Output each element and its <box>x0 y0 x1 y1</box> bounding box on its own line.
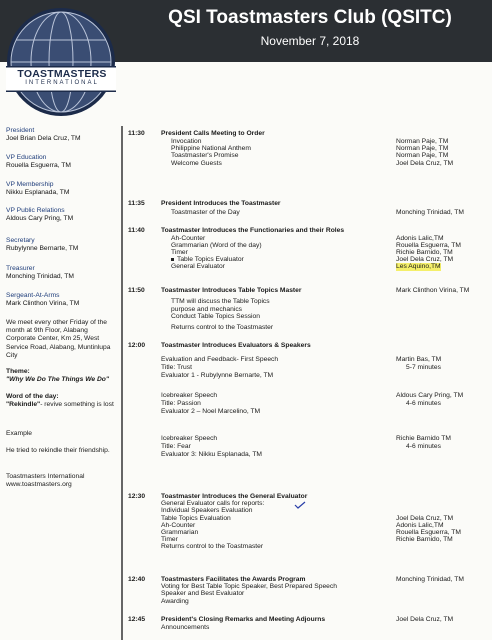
officer-vp-public-relations <box>6 207 118 223</box>
theme-text: "Why We Do The Things We Do" <box>6 376 110 384</box>
agenda-item: Philippine National Anthem <box>171 145 251 152</box>
agenda-role: Richie Barnido, TM <box>396 536 453 543</box>
agenda-item: Timer <box>171 249 188 256</box>
agenda-title: Toastmasters Facilitates the Awards Program <box>161 576 306 583</box>
agenda-item: Title: Trust <box>161 364 192 371</box>
officer-name: Joel Brian Dela Cruz, TM <box>6 135 81 143</box>
example-text: He tried to rekindle their friendship. <box>6 447 110 454</box>
agenda-item: General Evaluator calls for reports: <box>161 500 265 507</box>
agenda-item: General Evaluator <box>171 263 225 270</box>
word-of-day-block <box>6 393 118 409</box>
agenda-block-1150 <box>128 287 488 339</box>
agenda-role: Richie Barnido TM <box>396 435 451 442</box>
agenda-time: 11:35 <box>128 200 145 207</box>
agenda-block-1135 <box>128 200 488 220</box>
agenda-title: Toastmaster Introduces Evaluators & Speakers <box>161 342 311 349</box>
agenda-block-1140 <box>128 227 488 273</box>
agenda-role: Rouella Esguerra, TM <box>396 529 461 536</box>
agenda-item: Timer <box>161 536 178 543</box>
officer-name: Mark Clinthon Virina, TM <box>6 300 80 308</box>
agenda-block-1230 <box>128 493 488 553</box>
word-definition: - revive something is lost <box>40 401 114 409</box>
logo-wordmark: TOASTMASTERS <box>17 68 107 80</box>
org-name: Toastmasters International <box>6 473 85 480</box>
checkmark-icon <box>294 501 306 509</box>
theme-label: Theme: <box>6 368 30 375</box>
officer-vp-membership <box>6 181 118 197</box>
agenda-time: 12:30 <box>128 493 146 500</box>
agenda-block-1240 <box>128 576 488 606</box>
agenda-item: Ah-Counter <box>161 522 196 529</box>
agenda-role: Joel Dela Cruz, TM <box>396 160 454 167</box>
officer-role: President <box>6 127 35 134</box>
agenda-block-1200 <box>128 342 488 494</box>
officer-sergeant-at-arms <box>6 292 118 308</box>
agenda-role: Martin Bas, TM <box>396 356 442 363</box>
officer-secretary <box>6 237 118 253</box>
agenda-role: Rouella Esguerra, TM <box>396 242 461 249</box>
officer-role: VP Education <box>6 154 47 161</box>
agenda-item: purpose and mechanics <box>171 306 243 313</box>
agenda-item: Evaluator 3: Nikku Esplanada, TM <box>161 451 262 458</box>
agenda-role-highlighted: Les Aquino,TM <box>396 263 441 270</box>
agenda-item: Evaluation and Feedback- First Speech <box>161 356 279 363</box>
bullet-icon <box>171 258 174 261</box>
agenda-item: Voting for Best Table Topic Speaker, Best Prepared Speech <box>161 583 337 590</box>
officer-president <box>6 127 118 143</box>
club-title: QSI Toastmasters Club (QSITC) <box>168 7 452 28</box>
agenda-item: TTM will discuss the Table Topics <box>171 298 270 305</box>
agenda-item: Grammarian <box>161 529 199 536</box>
agenda-duration: 4-6 minutes <box>406 400 441 407</box>
agenda-item: Toastmaster's Promise <box>171 152 239 159</box>
agenda-item: Ah-Counter <box>171 235 206 242</box>
column-divider <box>121 126 123 640</box>
agenda-title: President's Closing Remarks and Meeting Adjourns <box>161 616 326 623</box>
officer-role: VP Public Relations <box>6 207 65 214</box>
agenda-duration: 4-6 minutes <box>406 443 441 450</box>
agenda-item: Toastmaster of the Day <box>171 209 240 216</box>
agenda-item: Icebreaker Speech <box>161 392 218 399</box>
toastmasters-logo <box>6 6 116 118</box>
agenda-time: 12:00 <box>128 342 146 349</box>
agenda-item: Welcome Guests <box>171 160 222 167</box>
agenda-item: Evaluator 2 – Noel Marcelino, TM <box>161 408 261 415</box>
agenda-title: Toastmaster Introduces Table Topics Master <box>161 287 302 294</box>
agenda-item: Icebreaker Speech <box>161 435 218 442</box>
agenda-role: Joel Dela Cruz, TM <box>396 616 454 623</box>
agenda-item: Title: Passion <box>161 400 201 407</box>
officer-vp-education <box>6 154 118 170</box>
logo-subtitle: INTERNATIONAL <box>25 80 99 86</box>
agenda-title: Toastmaster Introduces the General Evaluator <box>161 493 308 500</box>
agenda-role: Adonis Lalic,TM <box>396 235 444 242</box>
word-text: "Rekindle" <box>6 401 41 409</box>
officer-name: Nikku Esplanada, TM <box>6 189 70 197</box>
officer-role: Sergeant-At-Arms <box>6 292 60 299</box>
agenda-item-text: Table Topics Evaluator <box>177 256 244 263</box>
agenda-item: Evaluator 1 - Rubylynne Bernarte, TM <box>161 372 274 379</box>
officer-name: Rubylynne Bernarte, TM <box>6 245 79 253</box>
agenda-item: Title: Fear <box>161 443 191 450</box>
agenda-title: President Calls Meeting to Order <box>161 130 265 137</box>
officer-name: Rouella Esguerra, TM <box>6 162 71 170</box>
agenda-role: Mark Clinthon Virina, TM <box>396 287 470 294</box>
agenda-item: Table Topics Evaluation <box>161 515 231 522</box>
agenda-time: 11:30 <box>128 130 145 137</box>
agenda-role: Joel Dela Cruz, TM <box>396 256 454 263</box>
agenda-role: Norman Paje, TM <box>396 138 449 145</box>
officer-name: Monching Trinidad, TM <box>6 273 74 281</box>
agenda-role: Adonis Lalic,TM <box>396 522 444 529</box>
agenda-block-1130 <box>128 130 488 178</box>
agenda-item: Awarding <box>161 598 189 605</box>
example-label: Example <box>6 430 33 437</box>
agenda-role: Norman Paje, TM <box>396 152 449 159</box>
word-label: Word of the day: <box>6 393 59 400</box>
agenda-time: 12:45 <box>128 616 146 623</box>
agenda-title: Toastmaster Introduces the Functionaries and their Roles <box>161 227 345 234</box>
officer-role: VP Membership <box>6 181 54 188</box>
agenda-role: Richie Barnido, TM <box>396 249 453 256</box>
agenda-item: Returns control to the Toastmaster <box>161 543 264 550</box>
agenda-role: Norman Paje, TM <box>396 145 449 152</box>
agenda-title: President Introduces the Toastmaster <box>161 200 281 207</box>
officer-role: Treasurer <box>6 265 35 272</box>
org-link[interactable]: www.toastmasters.org <box>6 481 72 488</box>
meeting-date: November 7, 2018 <box>260 34 360 48</box>
agenda-item: Conduct Table Topics Session <box>171 313 260 320</box>
officer-treasurer <box>6 265 118 281</box>
agenda-item: Announcements <box>161 624 210 631</box>
agenda-item: Returns control to the Toastmaster <box>171 324 274 331</box>
agenda-block-1245 <box>128 616 488 636</box>
officer-role: Secretary <box>6 237 35 244</box>
agenda-item: Grammarian (Word of the day) <box>171 242 262 249</box>
agenda-time: 11:50 <box>128 287 145 294</box>
agenda-role: Aldous Cary Pring, TM <box>396 392 464 399</box>
officer-name: Aldous Cary Pring, TM <box>6 215 74 223</box>
theme-block <box>6 368 118 384</box>
meeting-info: We meet every other Friday of the month at 9th Floor, Alabang Corporate Center, Km 25, West Service Road, Alabang, Muntinlupa City <box>6 319 111 359</box>
agenda-time: 11:40 <box>128 227 145 234</box>
agenda-item: Invocation <box>171 138 202 145</box>
agenda-item: Individual Speakers Evaluation <box>161 507 253 514</box>
agenda-role: Joel Dela Cruz, TM <box>396 515 454 522</box>
agenda-role: Monching Trinidad, TM <box>396 576 464 583</box>
agenda-role: Monching Trinidad, TM <box>396 209 464 216</box>
agenda-duration: 5-7 minutes <box>406 364 441 371</box>
agenda-item: Speaker and Best Evaluator <box>161 590 245 597</box>
agenda-time: 12:40 <box>128 576 146 583</box>
